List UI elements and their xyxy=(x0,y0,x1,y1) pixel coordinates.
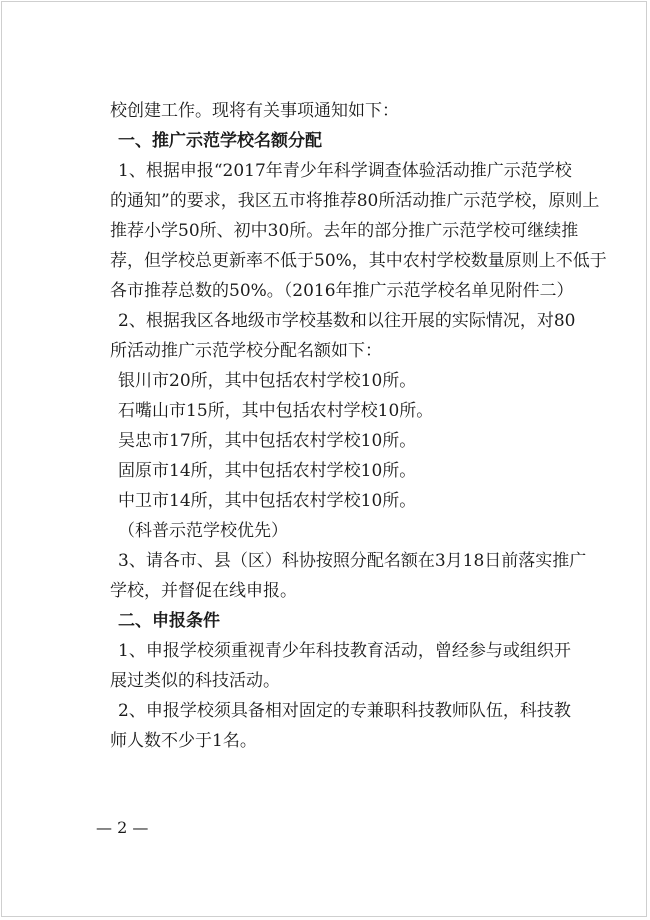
quota-wuzhong: 吴忠市17所，其中包括农村学校10所。 xyxy=(118,431,417,451)
quota-shizuishan: 石嘴山市15所，其中包括农村学校10所。 xyxy=(118,401,434,421)
intro-line: 校创建工作。现将有关事项通知如下： xyxy=(110,101,399,121)
page-number: — 2 — xyxy=(96,818,149,837)
document-body xyxy=(110,96,607,756)
paragraph-line: 展过类似的科技活动。 xyxy=(110,671,280,691)
quota-yinchuan: 银川市20所，其中包括农村学校10所。 xyxy=(118,371,417,391)
paragraph-line: 1、申报学校须重视青少年科技教育活动，曾经参与或组织开 xyxy=(118,641,571,661)
section-heading-quota: 一、推广示范学校名额分配 xyxy=(118,131,322,151)
paragraph-line: 所活动推广示范学校分配名额如下： xyxy=(110,341,382,361)
paragraph-line: 3、请各市、县（区）科协按照分配名额在3月18日前落实推广 xyxy=(118,551,587,571)
paragraph-line: 学校，并督促在线申报。 xyxy=(110,581,297,601)
paragraph-line: 师人数不少于1名。 xyxy=(110,731,257,751)
paragraph-line: 2、申报学校须具备相对固定的专兼职科技教师队伍，科技教 xyxy=(118,701,571,721)
paragraph-line: 荐，但学校总更新率不低于50%，其中农村学校数量原则上不低于 xyxy=(110,251,607,271)
quota-note: （科普示范学校优先） xyxy=(118,521,288,541)
paragraph-line: 1、根据申报“2017年青少年科学调查体验活动推广示范学校 xyxy=(118,161,572,181)
paragraph-line: 2、根据我区各地级市学校基数和以往开展的实际情况，对80 xyxy=(118,311,576,331)
paragraph-line: 各市推荐总数的50%。（2016年推广示范学校名单见附件二） xyxy=(110,281,574,301)
quota-guyuan: 固原市14所，其中包括农村学校10所。 xyxy=(118,461,417,481)
quota-zhongwei: 中卫市14所，其中包括农村学校10所。 xyxy=(118,491,417,511)
paragraph-line: 的通知”的要求，我区五市将推荐80所活动推广示范学校，原则上 xyxy=(110,191,600,211)
section-heading-conditions: 二、申报条件 xyxy=(118,611,220,631)
paragraph-line: 推荐小学50所、初中30所。去年的部分推广示范学校可继续推 xyxy=(110,221,579,241)
